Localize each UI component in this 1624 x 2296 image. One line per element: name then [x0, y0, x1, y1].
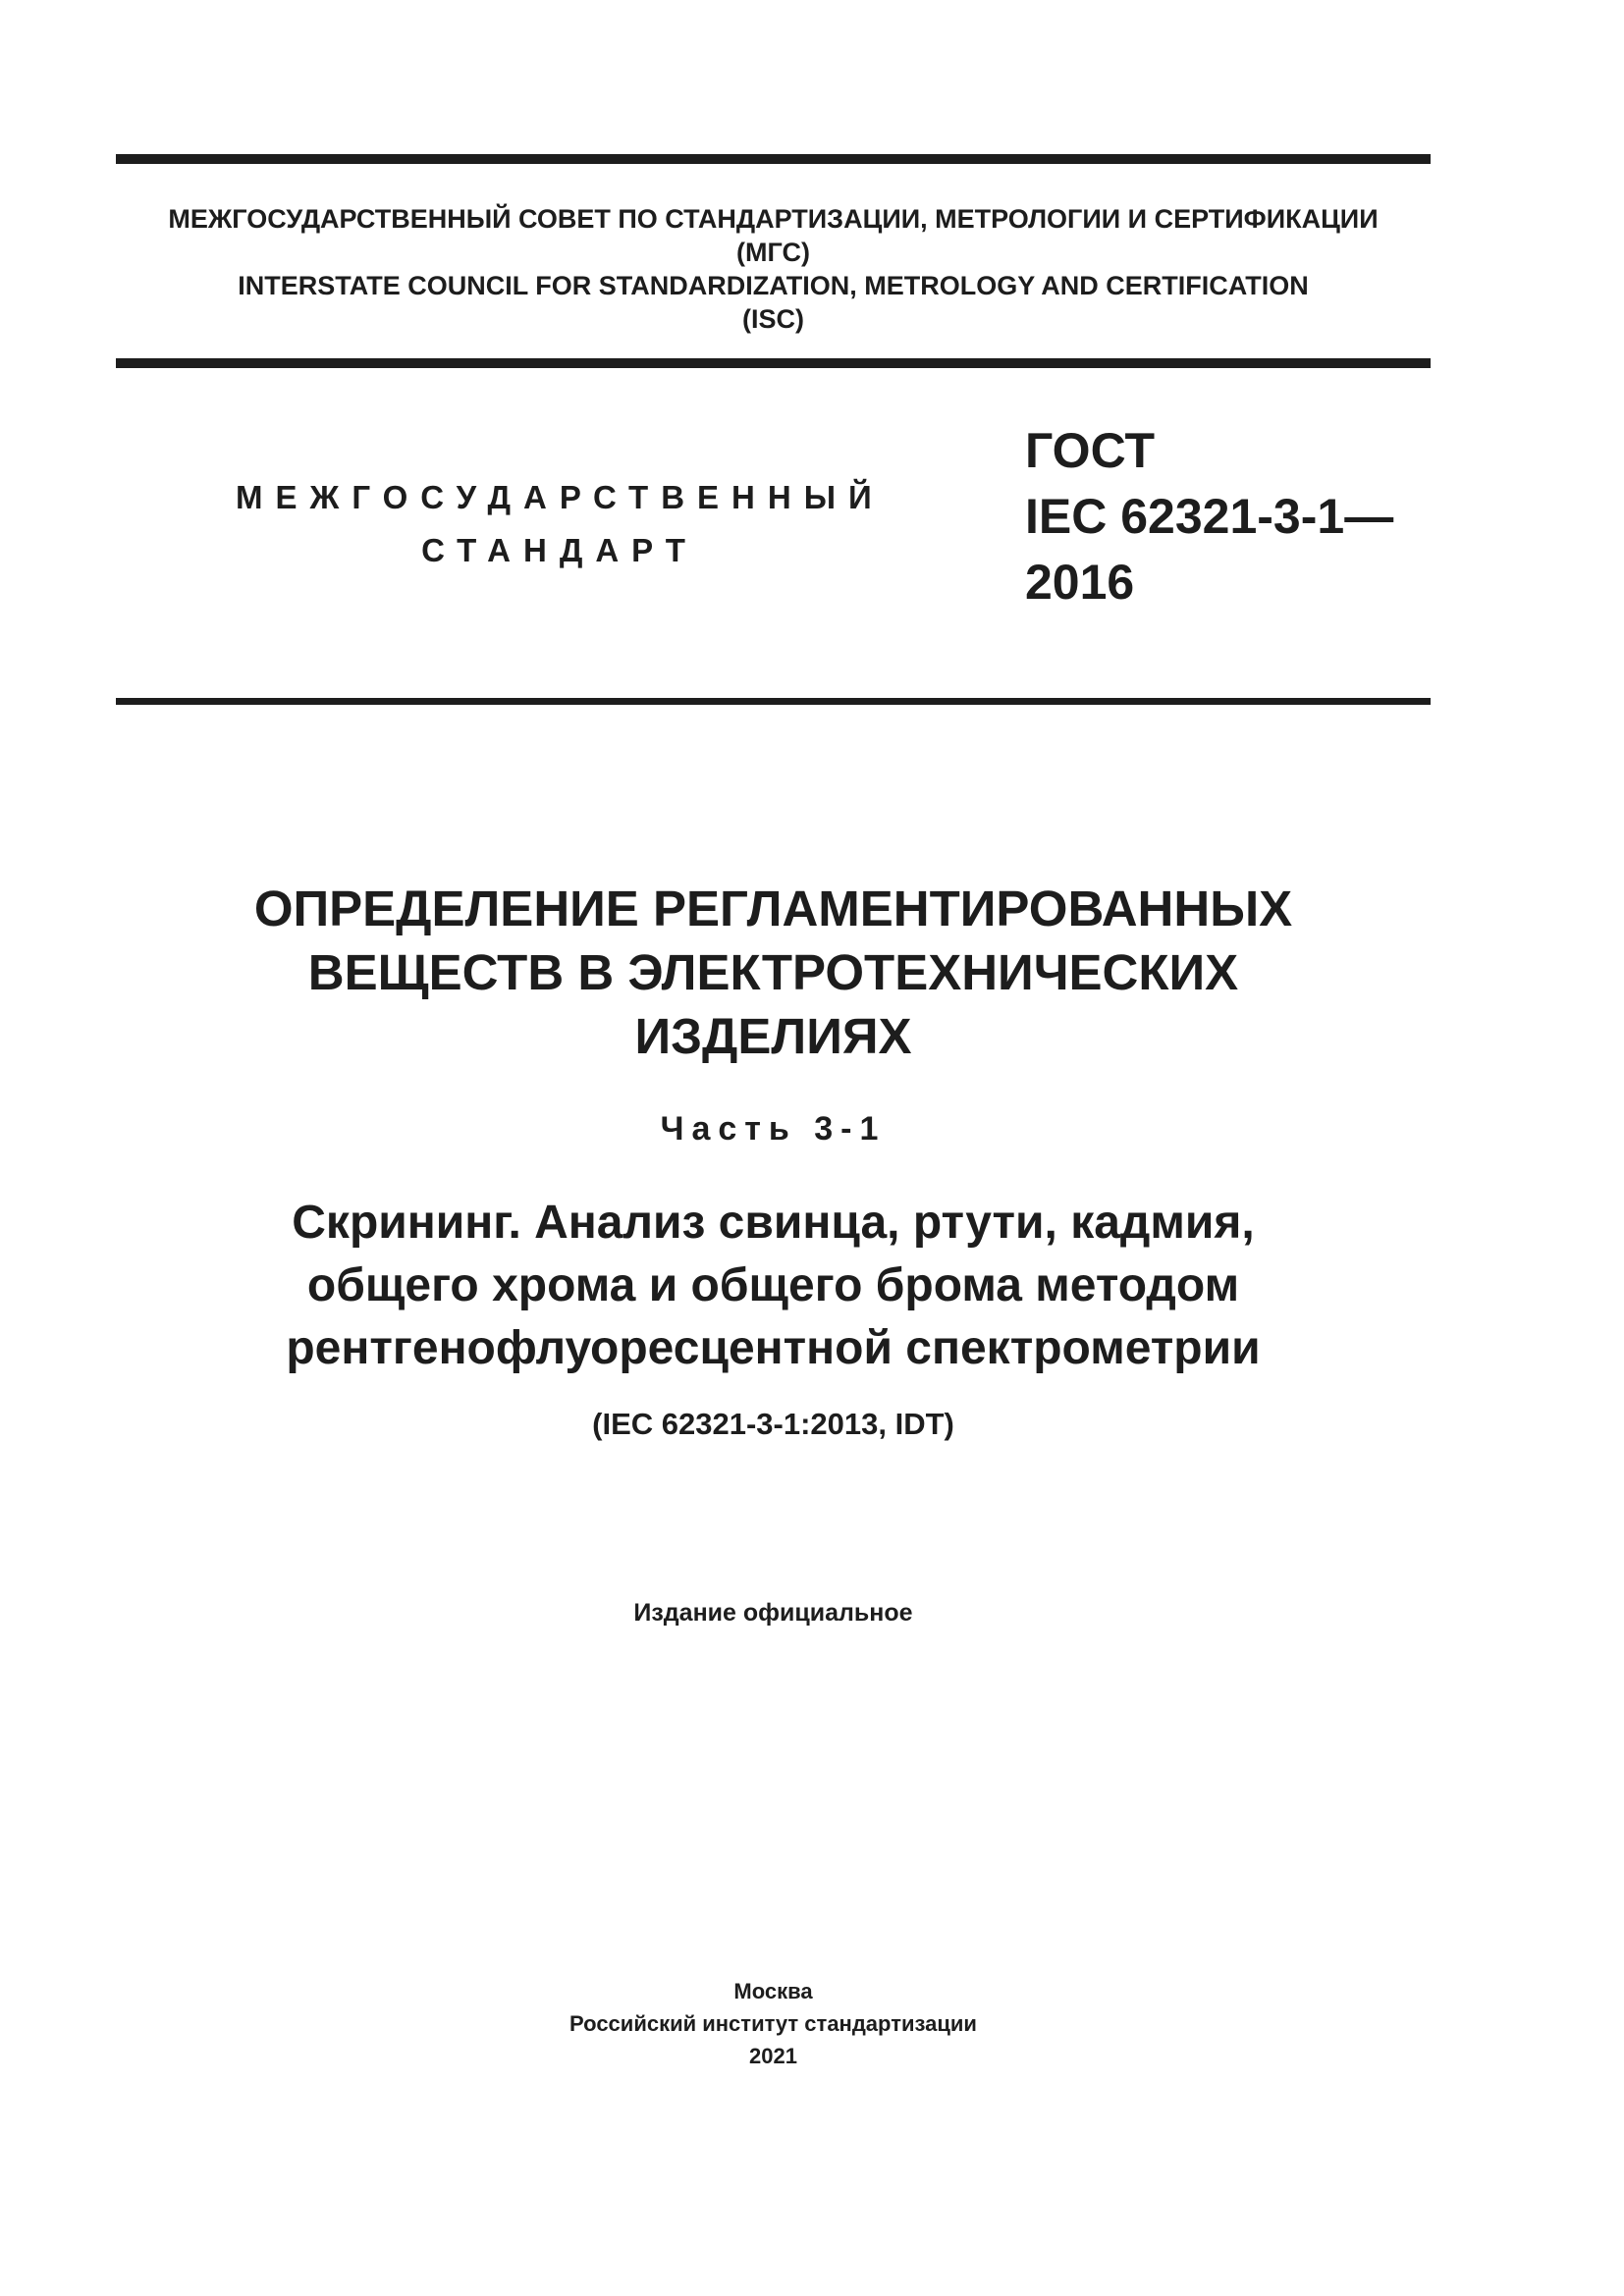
- document-subtitle: [116, 1192, 1431, 1380]
- edition-note: Издание официальное: [633, 1599, 913, 1627]
- iec-reference: (IEC 62321-3-1:2013, IDT): [592, 1407, 954, 1441]
- title-line1: ОПРЕДЕЛЕНИЕ РЕГЛАМЕНТИРОВАННЫХ: [253, 881, 1293, 936]
- council-name-ru: МЕЖГОСУДАРСТВЕННЫЙ СОВЕТ ПО СТАНДАРТИЗАЦИИ, МЕТРОЛОГИИ И СЕРТИФИКАЦИИ: [168, 204, 1379, 234]
- title-line2: ВЕЩЕСТВ В ЭЛЕКТРОТЕХНИЧЕСКИХ: [307, 944, 1239, 1000]
- subtitle-line1: Скрининг. Анализ свинца, ртути, кадмия,: [292, 1197, 1255, 1249]
- standard-number: [1025, 418, 1393, 615]
- document-title: [116, 877, 1431, 1068]
- designation-rule: [116, 698, 1431, 705]
- header-bottom-rule: [116, 358, 1431, 368]
- council-abbr-ru: (МГС): [736, 238, 810, 267]
- standard-number-line1: ГОСТ: [1025, 423, 1155, 478]
- council-header: [116, 202, 1431, 336]
- subtitle-line2: общего хрома и общего брома методом: [306, 1259, 1240, 1311]
- standard-number-line3: 2016: [1025, 555, 1135, 610]
- title-line3: ИЗДЕЛИЯХ: [634, 1008, 912, 1064]
- subtitle-line3: рентгенофлуоресцентной спектрометрии: [286, 1322, 1261, 1374]
- publisher-name: Российский институт стандартизации: [569, 2011, 977, 2036]
- standard-kind-line2: СТАНДАРТ: [421, 532, 698, 568]
- publisher-city: Москва: [733, 1979, 813, 2003]
- publisher-block: [116, 1975, 1431, 2072]
- publisher-year: 2021: [749, 2044, 797, 2068]
- top-rule: [116, 154, 1431, 164]
- standard-kind: [236, 471, 884, 577]
- council-name-en: INTERSTATE COUNCIL FOR STANDARDIZATION, METROLOGY AND CERTIFICATION: [238, 271, 1309, 300]
- standard-kind-line1: МЕЖГОСУДАРСТВЕННЫЙ: [236, 479, 885, 515]
- council-abbr-en: (ISC): [742, 304, 804, 334]
- part-number: Часть 3-1: [660, 1110, 887, 1148]
- standard-number-line2: IEC 62321-3-1—: [1025, 489, 1394, 544]
